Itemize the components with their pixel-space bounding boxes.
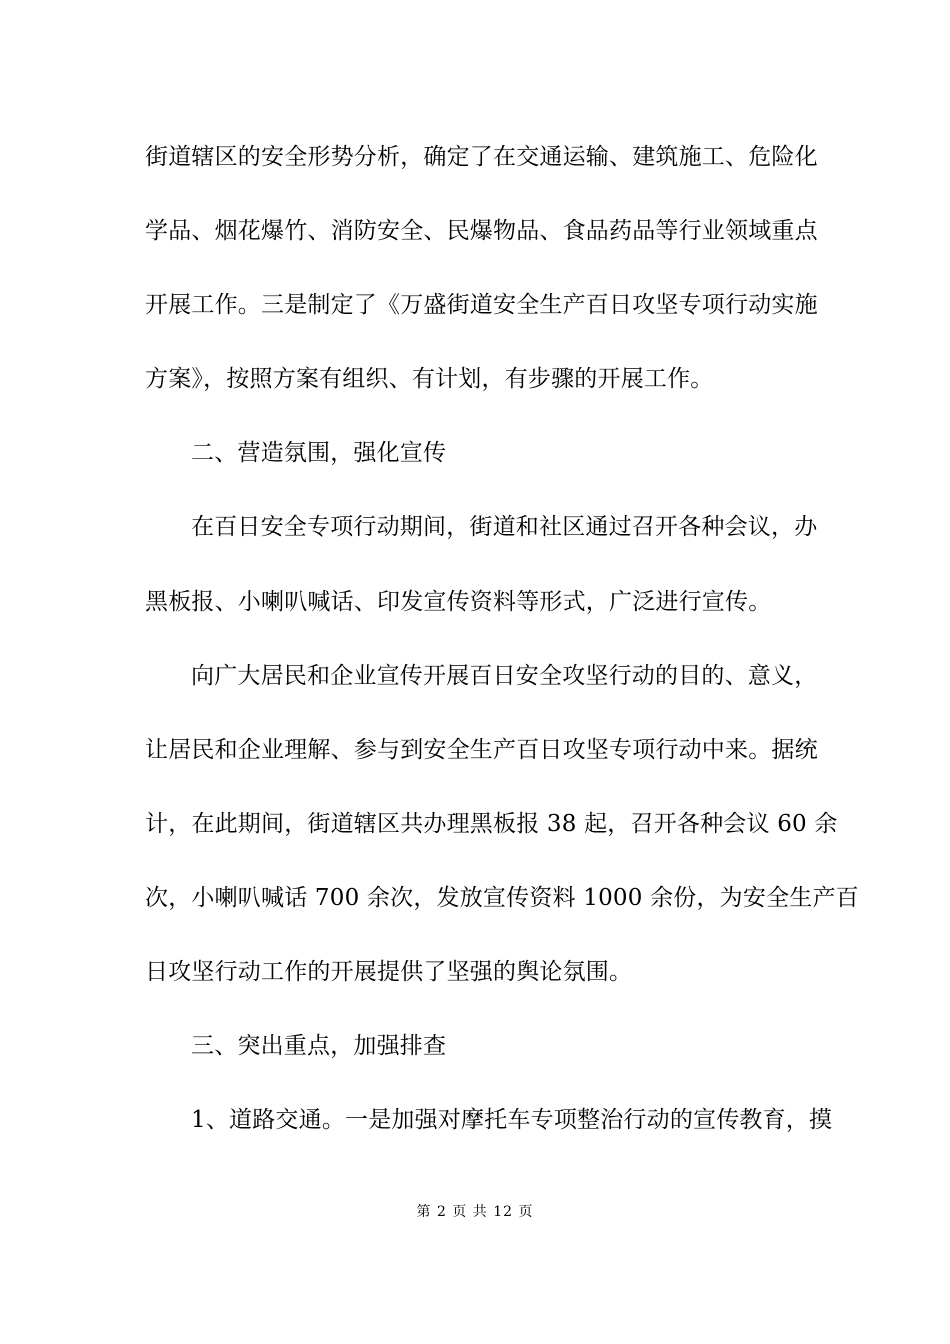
text-line: 计，在此期间，街道辖区共办理黑板报 38 起，召开各种会议 60 余 [145, 810, 838, 837]
text-line: 次，小喇叭喊话 700 余次，发放宣传资料 1000 余份，为安全生产百 [145, 884, 859, 911]
text-line: 日攻坚行动工作的开展提供了坚强的舆论氛围。 [145, 959, 633, 986]
paragraph-start-line: 1、道路交通。一是加强对摩托车专项整治行动的宣传教育，摸 [191, 1107, 833, 1134]
text-line: 开展工作。三是制定了《万盛街道安全生产百日攻坚专项行动实施 [145, 292, 818, 319]
paragraph-start-line: 向广大居民和企业宣传开展百日安全攻坚行动的目的、意义， [191, 662, 818, 689]
document-body [145, 128, 859, 1165]
paragraph-start-line: 在百日安全专项行动期间，街道和社区通过召开各种会议，办 [191, 514, 818, 541]
text-line: 方案》，按照方案有组织、有计划，有步骤的开展工作。 [145, 366, 714, 393]
text-line: 黑板报、小喇叭喊话、印发宣传资料等形式，广泛进行宣传。 [145, 588, 772, 615]
text-line: 街道辖区的安全形势分析，确定了在交通运输、建筑施工、危险化 [145, 144, 818, 170]
text-line: 让居民和企业理解、参与到安全生产百日攻坚专项行动中来。据统 [145, 736, 818, 763]
section-heading: 二、营造氛围，强化宣传 [191, 440, 447, 467]
text-line: 学品、烟花爆竹、消防安全、民爆物品、食品药品等行业领域重点 [145, 218, 818, 245]
section-heading: 三、突出重点，加强排查 [191, 1033, 447, 1060]
page-number-footer: 第 2 页 共 12 页 [416, 1204, 534, 1220]
